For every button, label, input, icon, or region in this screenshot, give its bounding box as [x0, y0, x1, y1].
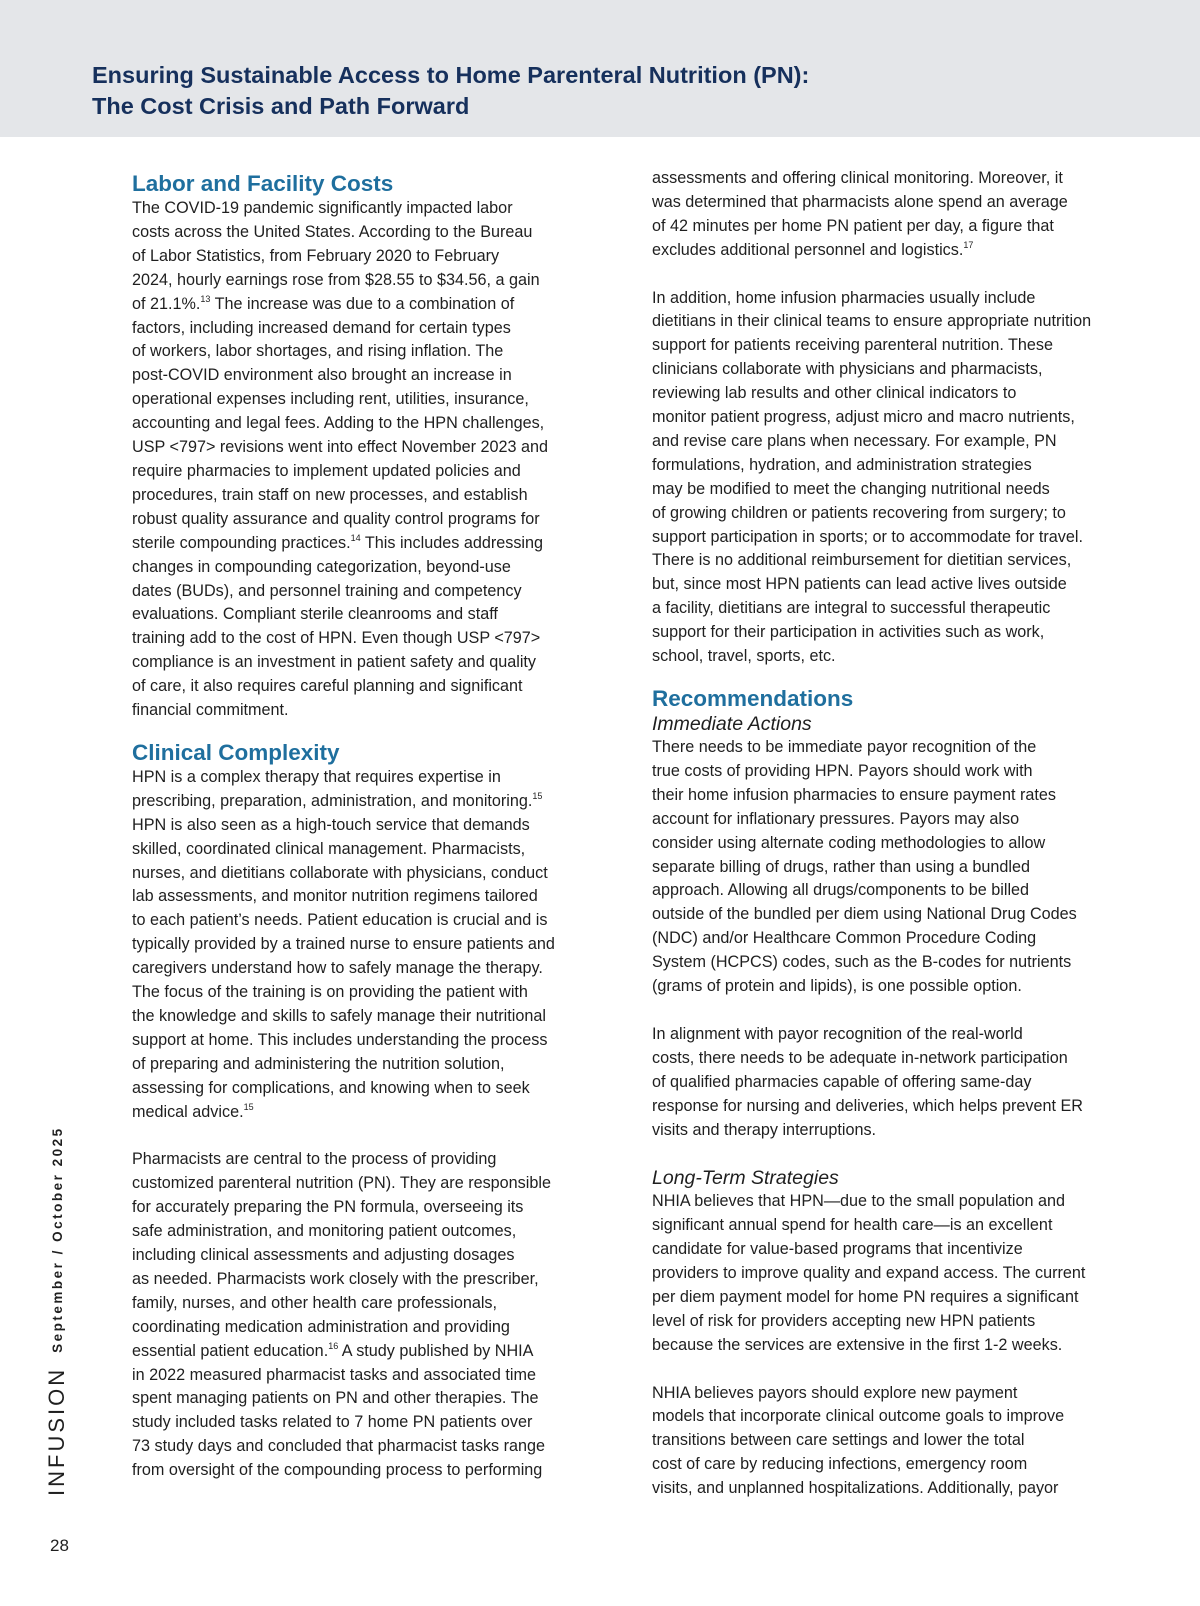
paragraph-network-participation: In alignment with payor recognition of the real-world costs, there needs to be adequate in-network participation of qualified pharmacies capable of offering same-day response for nursing and deliveries, which helps prevent ER visits and therapy interruptions.: [652, 1024, 1084, 1139]
paragraph-value-based: NHIA believes that HPN—due to the small population and significant annual spend for health care—is an excellent candidate for value-based programs that incentivize providers to improve quality and expand access. The current per diem payment model for home PN requires a significant level of risk for providers accepting new HPN patients because the services are extensive in the first 1-2 weeks.: [652, 1192, 1086, 1354]
footnote-ref: 16: [328, 1340, 339, 1351]
footnote-ref: 17: [963, 239, 974, 250]
right-column: [652, 167, 1130, 1501]
spine-footer: [44, 1126, 70, 1496]
issue-date: September / October 2025: [49, 1126, 65, 1353]
left-column: [132, 170, 607, 1483]
heading-recommendations: Recommendations: [652, 686, 854, 712]
paragraph-immediate-actions: There needs to be immediate payor recognition of the true costs of providing HPN. Payors should work with their home infusion pharmacies to ensure payment rates account for inflationary pressures. Payors may also consider using alternate coding methodologies to allow separate billing of drugs, rather than using a bundled approach. Allowing all drugs/components to be billed outside of the bundled per diem using National Drug Codes (NDC) and/or Healthcare Common Procedure Coding System (HCPCS) codes, such as the B-codes for nutrients (grams of protein and lipids), is one possible option.: [652, 738, 1077, 996]
infusion-logo: INFUSION: [44, 1366, 69, 1496]
footnote-ref: 15: [243, 1101, 254, 1112]
paragraph-labor-costs: The COVID-19 pandemic significantly impacted labor costs across the United States. According to the Bureau of Labor Statistics, from February 2020 to February 2024, hourly earnings rose from $28.55 to $34.56, a gain of 21.1%.$^{13}$ The increase was due to a combination of factors, including increased demand for certain types of workers, labor shortages, and rising inflation. The post-COVID environment also brought an increase in operational expenses including rent, utilities, insurance, accounting and legal fees. Adding to the HPN challenges, USP <797> revisions went into effect November 2023 and require pharmacies to implement updated policies and procedures, train staff on new processes, and establish robust quality assurance and quality control programs for sterile compounding practices.$^{14}$ This includes addressing changes in compounding categorization, beyond-use dates (BUDs), and personnel training and competency evaluations. Compliant sterile cleanrooms and staff training add to the cost of HPN. Even though USP <797> compliance is an investment in patient safety and quality of care, it also requires careful planning and significant financial commitment.: [132, 199, 549, 720]
header-band: [0, 0, 1200, 137]
footnote-ref: 14: [350, 532, 361, 543]
subheading-long-term-strategies: Long-Term Strategies: [652, 1167, 839, 1190]
spacer: [652, 1358, 1130, 1382]
heading-labor-facility-costs: Labor and Facility Costs: [132, 171, 394, 196]
footnote-ref: 13: [200, 293, 211, 304]
footnote-ref: 15: [532, 790, 543, 801]
spacer: [132, 723, 607, 739]
paragraph-pharmacists: Pharmacists are central to the process of providing customized parenteral nutrition (PN). They are responsible for accurately preparing the PN formula, overseeing its safe administration, and monitoring patient outcomes, including clinical assessments and adjusting dosages as needed. Pharmacists work closely with the prescriber, family, nurses, and other health care professionals, coordinating medication administration and providing essential patient education.$^{16}$ A study published by NHIA in 2022 measured pharmacist tasks and associated time spent managing patients on PN and other therapies. The study included tasks related to 7 home PN patients over 73 study days and concluded that pharmacist tasks range from oversight of the compounding process to performing: [132, 1150, 551, 1480]
paragraph-dietitians: In addition, home infusion pharmacies usually include dietitians in their clinical teams to ensure appropriate nutrition support for patients receiving parenteral nutrition. These clinicians collaborate with physicians and pharmacists, reviewing lab results and other clinical indicators to monitor patient progress, adjust micro and macro nutrients, and revise care plans when necessary. For example, PN formulations, hydration, and administration strategies may be modified to meet the changing nutritional needs of growing children or patients recovering from surgery; to support participation in sports; or to accommodate for travel. There is no additional reimbursement for dietitian services, but, since most HPN patients can lead active lives outside a facility, dietitians are integral to successful therapeutic support for their participation in activities such as work, school, travel, sports, etc.: [652, 288, 1092, 666]
article-title-line-1: Ensuring Sustainable Access to Home Parenteral Nutrition (PN):: [92, 62, 810, 88]
article-title-line-2: The Cost Crisis and Path Forward: [92, 93, 470, 119]
spacer: [652, 263, 1130, 287]
subheading-immediate-actions: Immediate Actions: [652, 713, 812, 736]
spacer: [652, 1142, 1130, 1166]
spacer: [652, 999, 1130, 1023]
paragraph-clinical-complexity: HPN is a complex therapy that requires expertise in prescribing, preparation, administration, and monitoring.$^{15}$ HPN is also seen as a high-touch service that demands skilled, coordinated clinical management. Pharmacists, nurses, and dietitians collaborate with physicians, conduct lab assessments, and monitor nutrition regimens tailored to each patient’s needs. Patient education is crucial and is typically provided by a trained nurse to ensure patients and caregivers understand how to safely manage the therapy. The focus of the training is on providing the patient with the knowledge and skills to safely manage their nutritional support at home. This includes understanding the process of preparing and administering the nutrition solution, assessing for complications, and knowing when to seek medical advice.$^{15}$: [132, 767, 555, 1121]
article-title: [92, 60, 809, 122]
spacer: [132, 1125, 607, 1149]
spacer: [652, 669, 1130, 685]
heading-clinical-complexity: Clinical Complexity: [132, 739, 340, 765]
paragraph-payment-models: NHIA believes payors should explore new payment models that incorporate clinical outcome goals to improve transitions between care settings and lower the total cost of care by reducing infections, emergency room visits, and unplanned hospitalizations. Additionally, payor: [652, 1383, 1065, 1498]
paragraph-continued: assessments and offering clinical monitoring. Moreover, it was determined that pharmacists alone spend an average of 42 minutes per home PN patient per day, a figure that excludes additional personnel and logistics.$^{17}$: [652, 169, 1068, 259]
page-number: 28: [50, 1536, 69, 1555]
